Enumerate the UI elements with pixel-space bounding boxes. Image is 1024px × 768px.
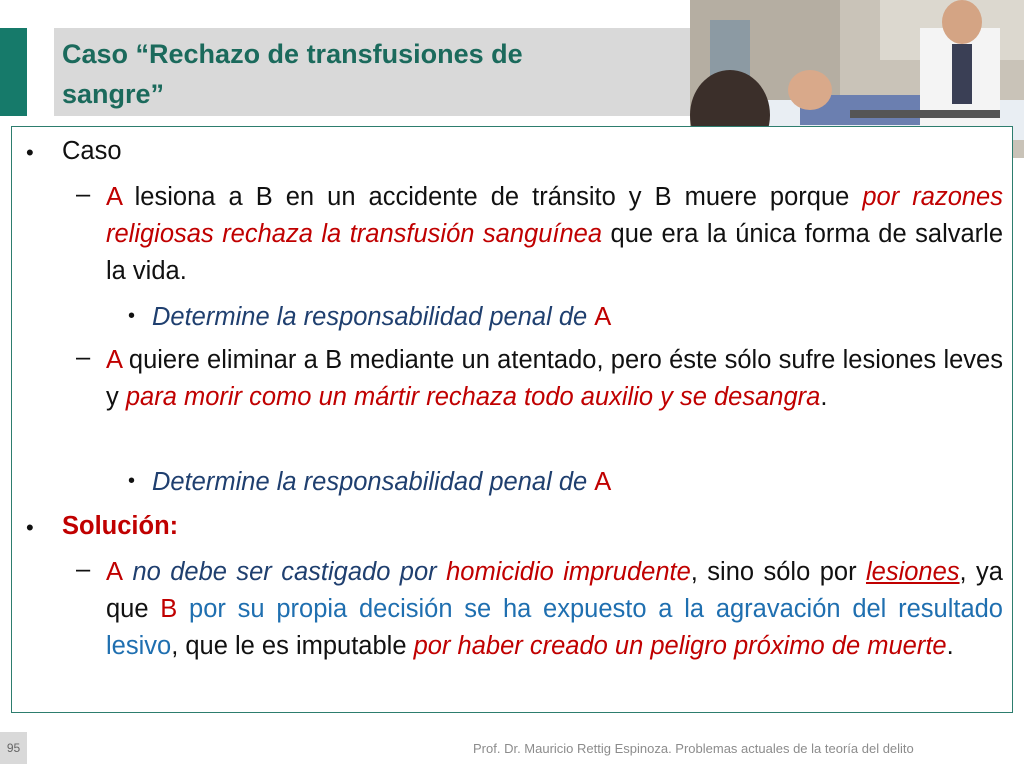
case-1-text bbox=[106, 179, 1003, 290]
case-2-text bbox=[106, 342, 1003, 416]
question-1 bbox=[152, 299, 611, 336]
question-1-a: A bbox=[594, 303, 612, 331]
case-1-emphasis: por razones religiosas rechaza la transfusión sanguínea bbox=[106, 183, 1003, 248]
page-number: 95 bbox=[0, 732, 27, 764]
sub-bullet-marker: • bbox=[128, 305, 136, 327]
solution-part1: no debe ser castigado por bbox=[123, 558, 447, 586]
case-heading: Caso bbox=[62, 137, 122, 165]
solution-b: B bbox=[160, 595, 178, 623]
bullet-marker: • bbox=[26, 515, 34, 540]
solution-red-phrase: por haber creado un peligro próximo de muerte bbox=[413, 632, 947, 660]
dash-marker: – bbox=[76, 180, 91, 208]
solution-a: A bbox=[106, 558, 124, 586]
question-2 bbox=[152, 464, 611, 501]
solution-part5: , ya que bbox=[106, 558, 1003, 623]
footer-credit: Prof. Dr. Mauricio Rettig Espinoza. Problemas actuales de la teoría del delito bbox=[473, 741, 914, 756]
solution-text bbox=[106, 554, 1003, 665]
case-1-a: A bbox=[106, 183, 122, 211]
case-2-part1: quiere eliminar a B mediante un atentado, pero éste sólo sufre lesiones leves y bbox=[106, 346, 1003, 411]
case-2-part2: . bbox=[820, 383, 828, 411]
case-1-part1: lesiona a B en un accidente de tránsito y B muere porque bbox=[121, 183, 863, 211]
solution-part3: , sino sólo por bbox=[690, 558, 866, 586]
question-2-text: Determine la responsabilidad penal de bbox=[152, 468, 595, 496]
solution-homicide: homicidio imprudente bbox=[446, 558, 691, 586]
solution-part10: . bbox=[946, 632, 954, 660]
case-2-emphasis: para morir como un mártir rechaza todo auxilio y se desangra bbox=[125, 383, 821, 411]
slide-title: Caso “Rechazo de transfusiones de sangre” bbox=[62, 39, 523, 109]
bullet-marker: • bbox=[26, 140, 34, 165]
solution-heading: Solución: bbox=[62, 512, 179, 540]
solution-blue-phrase: por su propia decisión se ha expuesto a la agravación del resultado lesivo bbox=[106, 595, 1003, 660]
solution-lesiones: lesiones bbox=[865, 558, 960, 586]
dash-marker: – bbox=[76, 343, 91, 371]
case-1-part2: que era la única forma de salvarle la vida. bbox=[106, 220, 1004, 285]
question-1-text: Determine la responsabilidad penal de bbox=[152, 303, 595, 331]
question-2-a: A bbox=[594, 468, 612, 496]
sub-bullet-marker: • bbox=[128, 470, 136, 492]
case-2-a: A bbox=[106, 346, 122, 374]
dash-marker: – bbox=[76, 555, 91, 583]
accent-bar bbox=[0, 28, 27, 116]
solution-part8: , que le es imputable bbox=[171, 632, 414, 660]
